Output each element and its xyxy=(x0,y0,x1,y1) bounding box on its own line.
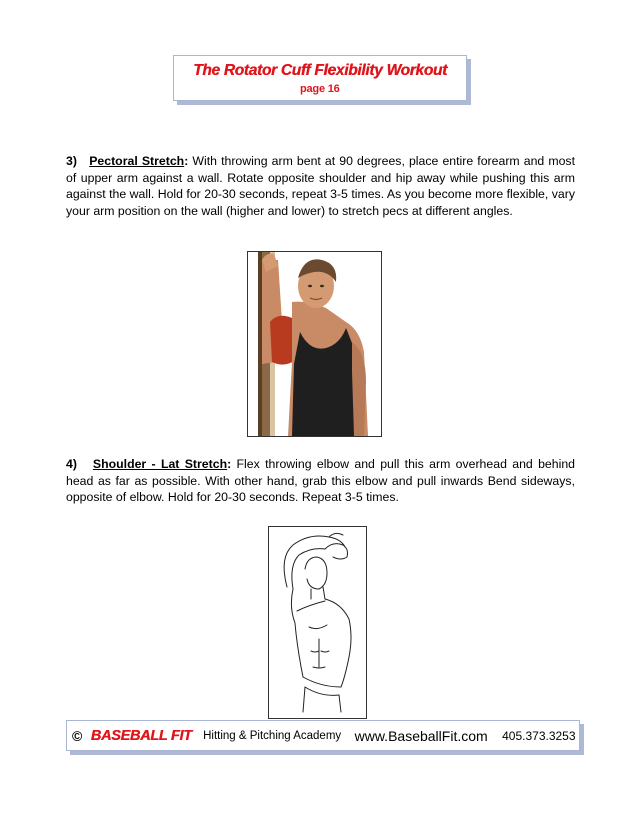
title-box xyxy=(173,55,467,101)
line-drawing-illustration xyxy=(269,527,366,718)
pectoral-stretch-photo xyxy=(247,251,382,437)
shoulder-lat-stretch-drawing xyxy=(268,526,367,719)
website-link[interactable]: www.BaseballFit.com xyxy=(354,727,488,744)
section-shoulder-lat-stretch: 4) Shoulder - Lat Stretch: Flex throwing elbow and pull this arm overhead and behind head as far as possible. With other hand, grab this elbow and pull inwards Bend sideways, opposite of elbow. Hold for 20-30 seconds. Repeat 3-5 times. xyxy=(66,457,576,505)
section-body: With throwing arm bent at 90 degrees, place entire forearm and most of upper arm against a wall. Rotate opposite shoulder and hip away while pushing this arm against the wall. Hold for 20-30 seconds, repeat 3-5 times. As you become more flexible, vary your arm position on the wall (higher and lower) to stretch pecs at different angles. xyxy=(66,154,575,218)
academy-name: Hitting & Pitching Academy xyxy=(203,729,342,742)
footer-content xyxy=(72,727,576,745)
page-number: page 16 xyxy=(300,83,340,95)
footer-bar xyxy=(66,720,580,751)
copyright-symbol: © xyxy=(72,727,83,744)
section-heading: Pectoral Stretch xyxy=(89,154,185,168)
section-pectoral-stretch: 3) Pectoral Stretch: With throwing arm bent at 90 degrees, place entire forearm and most of upper arm against a wall. Rotate opposite shoulder and hip away while pushing this arm against the wall. Hold for 20-30 seconds, repeat 3-5 times. As you become more flexible, vary your arm position on the wall (higher and lower) to stretch pecs at different angles. xyxy=(66,154,575,218)
page-title: The Rotator Cuff Flexibility Workout xyxy=(193,62,447,79)
section-heading: Shoulder - Lat Stretch xyxy=(92,457,228,471)
phone-number: 405.373.3253 xyxy=(502,728,576,743)
brand-name: BASEBALL FIT xyxy=(90,727,192,744)
section-body: Flex throwing elbow and pull this arm overhead and behind head as far as possible. With other hand, grab this elbow and pull inwards Bend sideways, opposite of elbow. Hold for 20-30 seconds. Repeat 3-5 times. xyxy=(66,457,576,505)
section-number: 4) xyxy=(66,457,77,471)
photo-illustration xyxy=(248,252,381,436)
section-number: 3) xyxy=(66,154,77,168)
